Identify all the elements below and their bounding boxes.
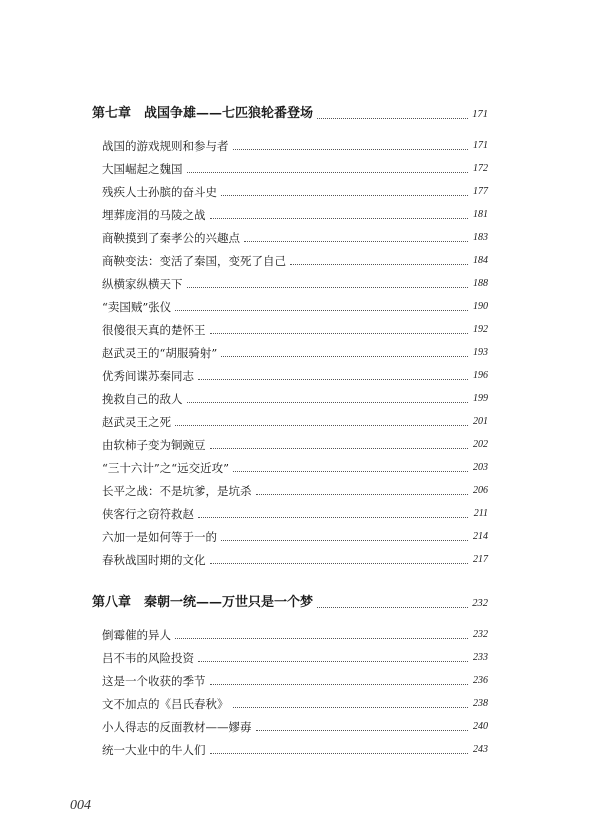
dot-leader xyxy=(210,753,469,754)
chapter-entry[interactable] xyxy=(92,593,488,611)
section-title: “卖国贼”张仪 xyxy=(102,300,172,314)
section-title: 统一大业中的牛人们 xyxy=(102,743,206,757)
page-number: 240 xyxy=(473,721,488,732)
section-title: 小人得志的反面教材——嫪毐 xyxy=(102,720,252,734)
section-title: 优秀间谍苏秦同志 xyxy=(102,369,194,383)
section-entry[interactable] xyxy=(102,434,488,452)
dot-leader xyxy=(198,517,468,518)
page-number: 233 xyxy=(473,652,488,663)
section-entry[interactable] xyxy=(102,296,488,314)
section-title: 吕不韦的风险投资 xyxy=(102,651,194,665)
dot-leader xyxy=(317,118,468,119)
section-entry[interactable] xyxy=(102,480,488,498)
page-number: 181 xyxy=(473,209,488,220)
chapter-entry[interactable] xyxy=(92,104,488,122)
page-number: 238 xyxy=(473,698,488,709)
page-number: 203 xyxy=(473,462,488,473)
page-number: 188 xyxy=(473,278,488,289)
section-entry[interactable] xyxy=(102,227,488,245)
section-entry[interactable] xyxy=(102,204,488,222)
section-title: 纵横家纵横天下 xyxy=(102,277,183,291)
section-entry[interactable] xyxy=(102,647,488,665)
page-number: 184 xyxy=(473,255,488,266)
section-title: 埋葬庞涓的马陵之战 xyxy=(102,208,206,222)
page-number: 243 xyxy=(473,744,488,755)
dot-leader xyxy=(198,661,468,662)
section-title: 战国的游戏规则和参与者 xyxy=(102,139,229,153)
chapter-title: 第七章 战国争雄——七匹狼轮番登场 xyxy=(92,106,314,121)
dot-leader xyxy=(210,333,469,334)
page-number: 172 xyxy=(473,163,488,174)
dot-leader xyxy=(198,379,468,380)
section-title: 六加一是如何等于一的 xyxy=(102,530,217,544)
dot-leader xyxy=(175,310,468,311)
dot-leader xyxy=(210,684,469,685)
folio-page-number: 004 xyxy=(70,798,91,813)
page-number: 193 xyxy=(473,347,488,358)
dot-leader xyxy=(175,425,468,426)
section-entry[interactable] xyxy=(102,716,488,734)
dot-leader xyxy=(256,730,469,731)
section-entry[interactable] xyxy=(102,670,488,688)
section-title: 赵武灵王的“胡服骑射” xyxy=(102,346,218,360)
section-entry[interactable] xyxy=(102,526,488,544)
section-entry[interactable] xyxy=(102,135,488,153)
section-title: 由软柿子变为铜豌豆 xyxy=(102,438,206,452)
section-title: 很傻很天真的楚怀王 xyxy=(102,323,206,337)
section-title: 赵武灵王之死 xyxy=(102,415,171,429)
page-number: 192 xyxy=(473,324,488,335)
section-title: 长平之战：不是坑爹，是坑杀 xyxy=(102,484,252,498)
dot-leader xyxy=(187,172,469,173)
page-number: 202 xyxy=(473,439,488,450)
dot-leader xyxy=(221,540,468,541)
page-number: 217 xyxy=(473,554,488,565)
section-entry[interactable] xyxy=(102,388,488,406)
dot-leader xyxy=(290,264,468,265)
dot-leader xyxy=(317,607,468,608)
dot-leader xyxy=(210,218,469,219)
page-number: 206 xyxy=(473,485,488,496)
section-title: 残疾人士孙膑的奋斗史 xyxy=(102,185,217,199)
section-title: 文不加点的《吕氏春秋》 xyxy=(102,697,229,711)
section-entry[interactable] xyxy=(102,181,488,199)
section-title: 大国崛起之魏国 xyxy=(102,162,183,176)
chapter-title: 第八章 秦朝一统——万世只是一个梦 xyxy=(92,595,314,610)
dot-leader xyxy=(210,448,469,449)
section-title: 商鞅变法：变活了秦国，变死了自己 xyxy=(102,254,286,268)
section-entry[interactable] xyxy=(102,457,488,475)
dot-leader xyxy=(244,241,468,242)
page-number: 199 xyxy=(473,393,488,404)
page-number: 171 xyxy=(473,140,488,151)
dot-leader xyxy=(221,195,468,196)
page-number: 177 xyxy=(473,186,488,197)
section-title: 挽救自己的敌人 xyxy=(102,392,183,406)
section-title: 商鞅摸到了秦孝公的兴趣点 xyxy=(102,231,240,245)
dot-leader xyxy=(221,356,468,357)
section-entry[interactable] xyxy=(102,365,488,383)
dot-leader xyxy=(187,402,469,403)
section-title: 侠客行之窃符救赵 xyxy=(102,507,194,521)
page-number: 214 xyxy=(473,531,488,542)
section-entry[interactable] xyxy=(102,342,488,360)
dot-leader xyxy=(187,287,469,288)
section-entry[interactable] xyxy=(102,503,488,521)
page-number: 171 xyxy=(472,109,488,120)
page-number: 183 xyxy=(473,232,488,243)
page-number: 196 xyxy=(473,370,488,381)
section-entry[interactable] xyxy=(102,158,488,176)
page-number: 190 xyxy=(473,301,488,312)
dot-leader xyxy=(233,149,469,150)
section-entry[interactable] xyxy=(102,411,488,429)
page-number: 211 xyxy=(473,508,488,519)
section-entry[interactable] xyxy=(102,739,488,757)
page-number: 236 xyxy=(473,675,488,686)
dot-leader xyxy=(233,471,468,472)
page-number: 232 xyxy=(472,598,488,609)
section-entry[interactable] xyxy=(102,273,488,291)
section-entry[interactable] xyxy=(102,549,488,567)
dot-leader xyxy=(175,638,468,639)
section-entry[interactable] xyxy=(102,693,488,711)
dot-leader xyxy=(210,563,469,564)
page-number: 232 xyxy=(473,629,488,640)
dot-leader xyxy=(233,707,469,708)
page-number: 201 xyxy=(473,416,488,427)
dot-leader xyxy=(256,494,469,495)
section-title: 春秋战国时期的文化 xyxy=(102,553,206,567)
section-entry[interactable] xyxy=(102,319,488,337)
section-title: “三十六计”之“远交近攻” xyxy=(102,461,230,475)
section-entry[interactable] xyxy=(102,250,488,268)
section-title: 这是一个收获的季节 xyxy=(102,674,206,688)
section-entry[interactable] xyxy=(102,624,488,642)
section-title: 倒霉催的异人 xyxy=(102,628,171,642)
